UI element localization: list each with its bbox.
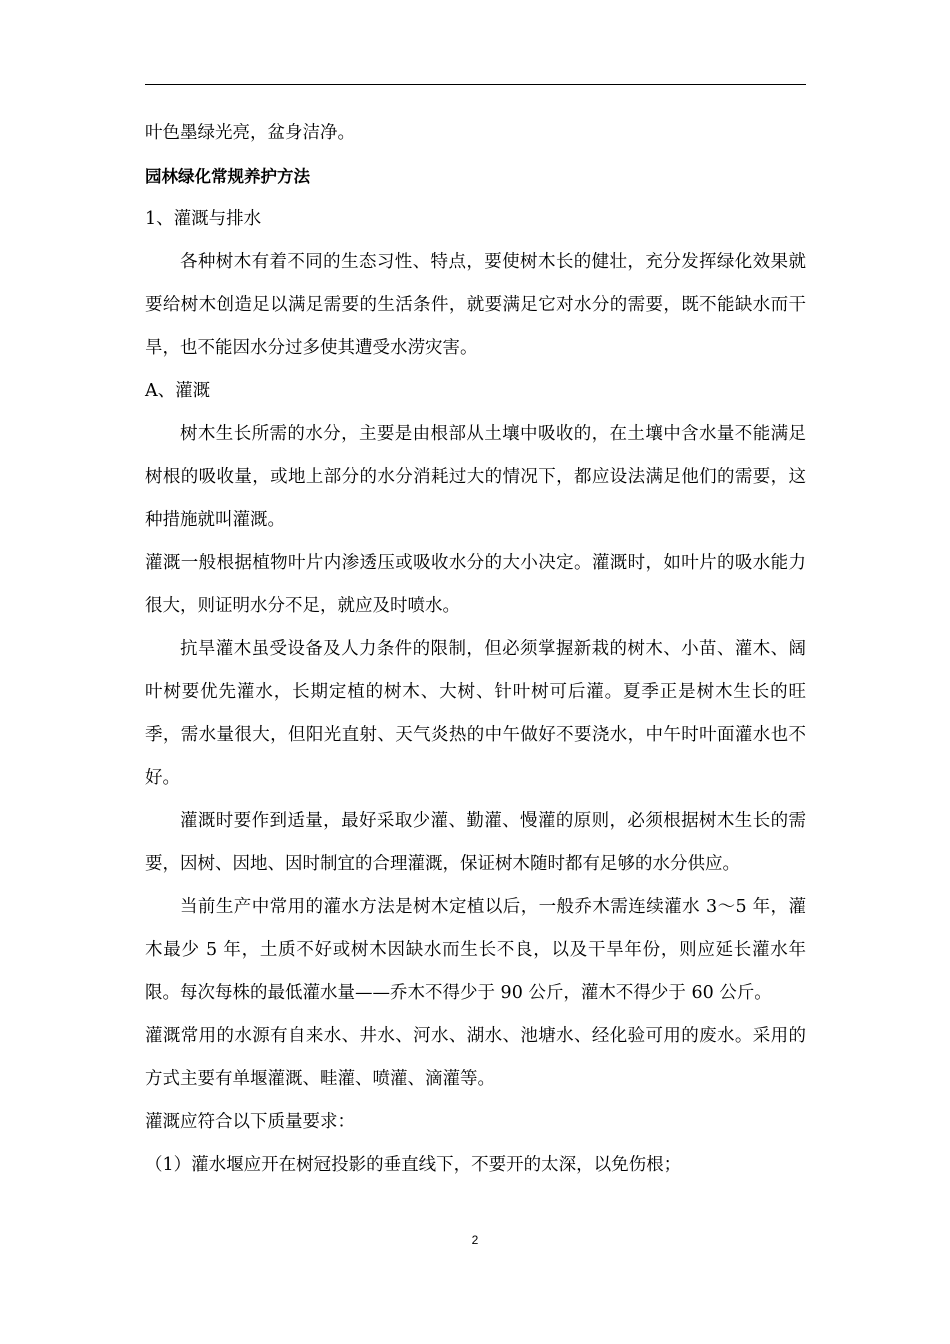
subheading-irrigation-drainage: 1、灌溉与排水 — [145, 209, 262, 229]
paragraph-water-sources: 灌溉常用的水源有自来水、井水、河水、湖水、池塘水、经化验可用的废水。采用的方式主要有单堰灌溉、畦灌、喷灌、滴灌等。 — [145, 1026, 806, 1089]
paragraph-watering-years: 当前生产中常用的灌水方法是树木定植以后，一般乔木需连续灌水 3～5 年，灌木最少 5 年，土质不好或树木因缺水而生长不良，以及干旱年份，则应延长灌水年限。每次每株的最低灌水量——乔木不得少于 90 公斤，灌木不得少于 60 公斤。 — [145, 897, 806, 1003]
paragraph-leaf-color: 叶色墨绿光亮，盆身洁净。 — [145, 123, 355, 143]
header-rule — [145, 84, 806, 85]
subheading-irrigation: A、灌溉 — [145, 381, 211, 401]
paragraph-quality-requirements: 灌溉应符合以下质量要求： — [145, 1112, 355, 1132]
paragraph-drought-priority: 抗旱灌木虽受设备及人力条件的限制，但必须掌握新栽的树木、小苗、灌木、阔叶树要优先灌水，长期定植的树木、大树、针叶树可后灌。夏季正是树木生长的旺季，需水量很大，但阳光直射、天气炎热的中午做好不要浇水，中午时叶面灌水也不好。 — [145, 639, 806, 788]
paragraph-irrigation-decision: 灌溉一般根据植物叶片内渗透压或吸收水分的大小决定。灌溉时，如叶片的吸水能力很大，则证明水分不足，就应及时喷水。 — [145, 553, 806, 616]
page-number: 2 — [471, 1233, 479, 1247]
section-heading: 园林绿化常规养护方法 — [145, 167, 310, 186]
paragraph-water-needs: 各种树木有着不同的生态习性、特点，要使树木长的健壮，充分发挥绿化效果就要给树木创造足以满足需要的生活条件，就要满足它对水分的需要，既不能缺水而干旱，也不能因水分过多使其遭受水涝灾害。 — [145, 252, 806, 358]
paragraph-irrigation-definition: 树木生长所需的水分，主要是由根部从土壤中吸收的，在土壤中含水量不能满足树根的吸收量，或地上部分的水分消耗过大的情况下，都应设法满足他们的需要，这种措施就叫灌溉。 — [145, 424, 806, 530]
list-item-1: （1）灌水堰应开在树冠投影的垂直线下，不要开的太深，以免伤根； — [145, 1155, 682, 1175]
paragraph-moderate-watering: 灌溉时要作到适量，最好采取少灌、勤灌、慢灌的原则，必须根据树木生长的需要，因树、因地、因时制宜的合理灌溉，保证树木随时都有足够的水分供应。 — [145, 811, 806, 874]
page-body — [145, 112, 806, 1187]
